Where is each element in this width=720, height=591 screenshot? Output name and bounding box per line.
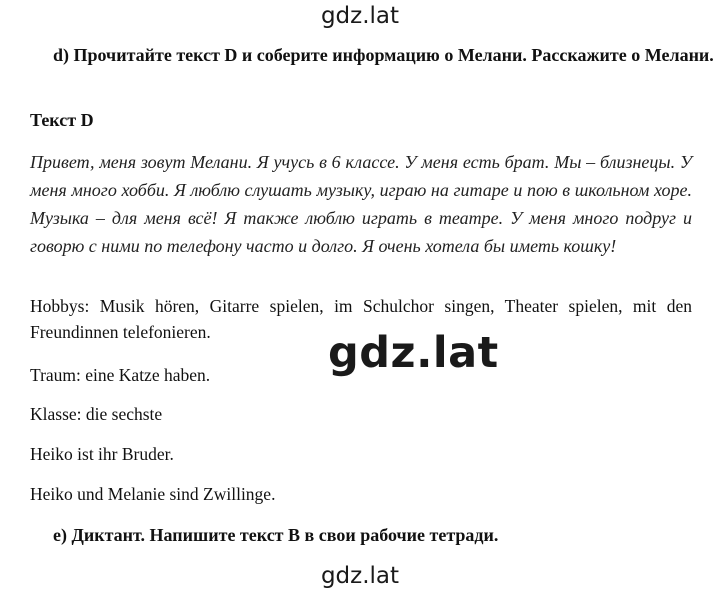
watermark-bottom: gdz.lat bbox=[320, 563, 400, 589]
answer-klasse: Klasse: die sechste bbox=[30, 404, 163, 424]
watermark-top: gdz.lat bbox=[320, 3, 400, 29]
text-d-heading: Текст D bbox=[30, 110, 94, 130]
task-d-instruction: d) Прочитайте текст D и соберите информацию о Мелани. Расскажите о Мелани. bbox=[53, 45, 714, 65]
text-d-body: Привет, меня зовут Мелани. Я учусь в 6 классе. У меня есть брат. Мы – близнецы. У меня много хобби. Я люблю слушать музыку, играю на гитаре и пою в школьном хоре. Музыка – для меня всё! Я также люблю играть в театре. У меня много подруг и говорю с ними по телефону часто и долго. Я очень хотела бы иметь кошку! bbox=[30, 152, 692, 256]
watermark-middle: gdz.lat bbox=[328, 328, 499, 378]
task-e-instruction: e) Диктант. Напишите текст B в свои рабочие тетради. bbox=[53, 525, 499, 545]
answer-bruder: Heiko ist ihr Bruder. bbox=[30, 444, 174, 464]
answer-hobbys: Hobbys: Musik hören, Gitarre spielen, im Schulchor singen, Theater spielen, mit den Freundinnen telefonieren. bbox=[30, 296, 692, 342]
answer-traum: Traum: eine Katze haben. bbox=[30, 365, 211, 385]
answer-zwillinge: Heiko und Melanie sind Zwillinge. bbox=[30, 484, 276, 504]
